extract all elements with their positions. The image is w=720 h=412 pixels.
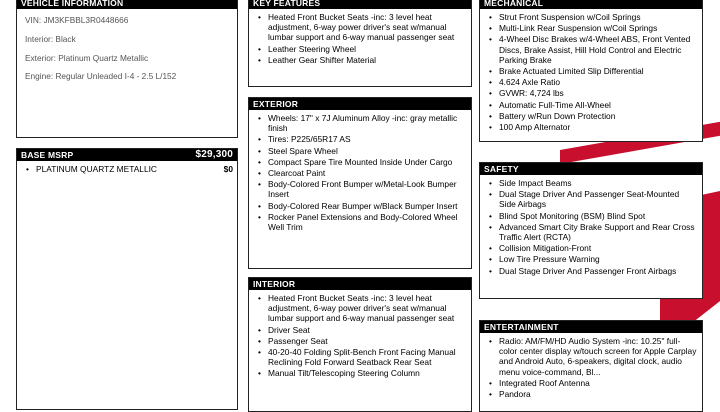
feature-list-item: • Leather Gear Shifter Material (257, 55, 467, 65)
section-heading: MECHANICAL (480, 0, 702, 9)
feature-list-item: • Body-Colored Rear Bumper w/Black Bumper Insert (257, 201, 467, 211)
feature-list-item: • Wheels: 17" x 7J Aluminum Alloy -inc: gray metallic finish (257, 113, 467, 133)
feature-list-item: • Rocker Panel Extensions and Body-Colored Wheel Well Trim (257, 212, 467, 232)
feature-list-item: • 4.624 Axle Ratio (488, 77, 698, 87)
feature-list-item: • Advanced Smart City Brake Support and Rear Cross Traffic Alert (RCTA) (488, 222, 698, 242)
feature-list-item: • 4-Wheel Disc Brakes w/4-Wheel ABS, Front Vented Discs, Brake Assist, Hill Hold Control and Electric Parking Brake (488, 34, 698, 65)
feature-list-item: • Compact Spare Tire Mounted Inside Under Cargo (257, 157, 467, 167)
base-msrp-label: BASE MSRP (21, 150, 74, 160)
feature-list-item: • Clearcoat Paint (257, 168, 467, 178)
mechanical-list (480, 9, 702, 132)
feature-list-item: • Passenger Seat (257, 336, 467, 346)
feature-list-item: • Collision Mitigation-Front (488, 243, 698, 253)
feature-list-item: • 40-20-40 Folding Split-Bench Front Facing Manual Reclining Fold Forward Seatback Rear Seat (257, 347, 467, 367)
exterior-list (249, 110, 471, 232)
feature-list-item: • Blind Spot Monitoring (BSM) Blind Spot (488, 211, 698, 221)
exterior-color-text: Exterior: Platinum Quartz Metallic (25, 52, 149, 63)
section-heading: VEHICLE INFORMATION (17, 0, 237, 9)
feature-list-item: • GVWR: 4,724 lbs (488, 88, 698, 98)
feature-list-item: • Multi-Link Rear Suspension w/Coil Springs (488, 23, 698, 33)
feature-list-item: • Side Impact Beams (488, 178, 698, 188)
section-heading: INTERIOR (249, 278, 471, 290)
section-heading: SAFETY (480, 163, 702, 175)
msrp-line-name: • PLATINUM QUARTZ METALLIC (25, 164, 157, 174)
key-features-list (249, 9, 471, 65)
feature-list-item: • 100 Amp Alternator (488, 122, 698, 132)
interior-panel (248, 277, 472, 412)
section-heading: KEY FEATURES (249, 0, 471, 9)
section-heading: EXTERIOR (249, 98, 471, 110)
msrp-line-amount: $0 (223, 164, 233, 174)
msrp-line-item (17, 161, 237, 174)
safety-panel (479, 162, 703, 299)
interior-color-text: Interior: Black (25, 33, 76, 44)
feature-list-item: • Heated Front Bucket Seats -inc: 3 level heat adjustment, 6-way power driver's seat w/manual lumbar support and 6-way manual passenger seat (257, 12, 467, 43)
section-heading: ENTERTAINMENT (480, 321, 702, 333)
feature-list-item: • Manual Tilt/Telescoping Steering Column (257, 368, 467, 378)
feature-list-item: • Tires: P225/65R17 AS (257, 134, 467, 144)
feature-list-item: • Heated Front Bucket Seats -inc: 3 level heat adjustment, 6-way power driver's seat w/manual lumbar support and 6-way manual passenger seat (257, 293, 467, 324)
feature-list-item: • Integrated Roof Antenna (488, 378, 698, 388)
entertainment-list (480, 333, 702, 399)
mechanical-panel (479, 0, 703, 142)
base-msrp-price: $29,300 (195, 149, 233, 160)
entertainment-panel (479, 320, 703, 412)
exterior-panel (248, 97, 472, 269)
feature-list-item: • Dual Stage Driver And Passenger Seat-Mounted Side Airbags (488, 189, 698, 209)
feature-list-item: • Low Tire Pressure Warning (488, 254, 698, 264)
feature-list-item: • Dual Stage Driver And Passenger Front Airbags (488, 266, 698, 276)
feature-list-item: • Radio: AM/FM/HD Audio System -inc: 10.25" full-color center display w/touch screen for Apple Carplay and Android Auto, 6-speakers, digital clock, audio menu voice-command, Bl... (488, 336, 698, 377)
feature-list-item: • Leather Steering Wheel (257, 44, 467, 54)
feature-list-item: • Pandora (488, 389, 698, 399)
feature-list-item: • Automatic Full-Time All-Wheel (488, 100, 698, 110)
feature-list-item: • Steel Spare Wheel (257, 146, 467, 156)
vin-text: VIN: JM3KFBBL3R0448666 (25, 15, 129, 25)
base-msrp-panel (16, 148, 238, 410)
vehicle-information-panel (16, 0, 238, 138)
section-heading (17, 149, 237, 161)
feature-list-item: • Brake Actuated Limited Slip Differential (488, 66, 698, 76)
feature-list-item: • Battery w/Run Down Protection (488, 111, 698, 121)
feature-list-item: • Strut Front Suspension w/Coil Springs (488, 12, 698, 22)
feature-list-item: • Driver Seat (257, 325, 467, 335)
interior-list (249, 290, 471, 379)
safety-list (480, 175, 702, 276)
engine-text: Engine: Regular Unleaded I-4 - 2.5 L/152 (25, 71, 177, 82)
key-features-panel (248, 0, 472, 87)
feature-list-item: • Body-Colored Front Bumper w/Metal-Look Bumper Insert (257, 179, 467, 199)
